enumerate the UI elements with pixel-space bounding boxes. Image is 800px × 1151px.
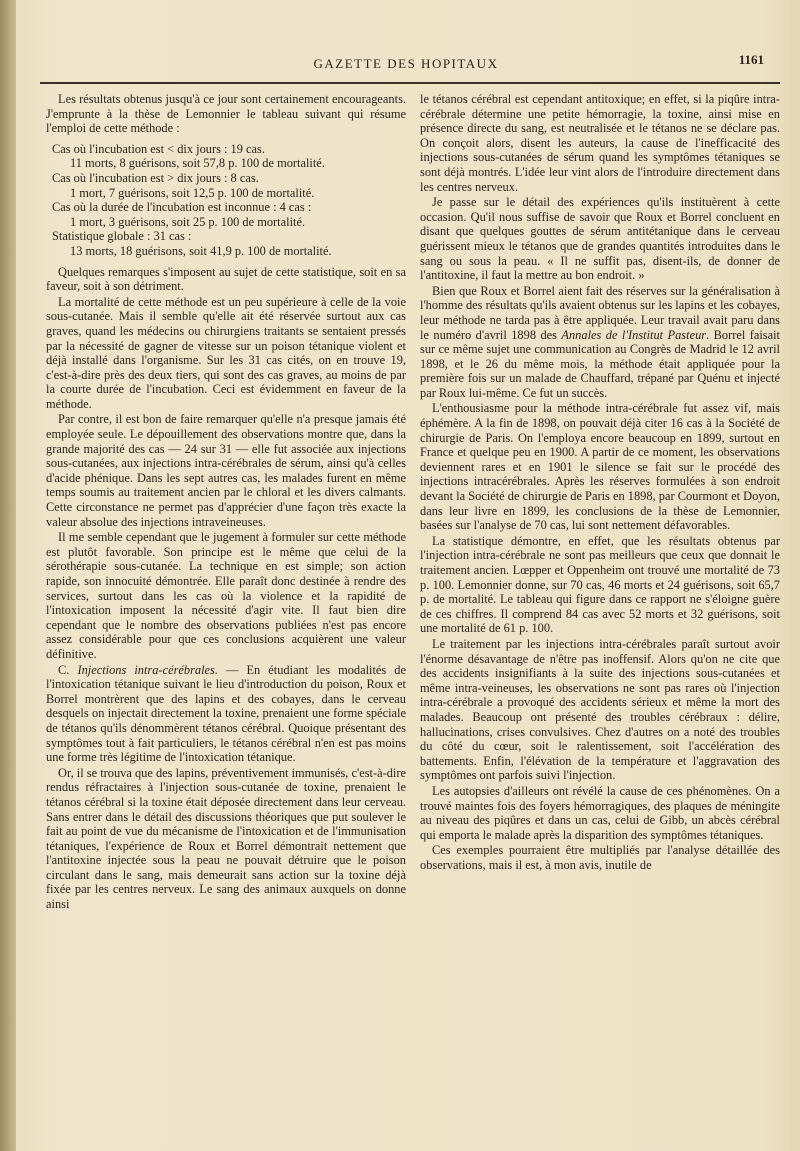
stat-case: Statistique globale : 31 cas : [52,229,192,244]
text-columns [46,92,780,1142]
page-number: 1161 [738,52,764,67]
left-column [46,92,406,1142]
journal-citation: Annales de l'Institut Pasteur [561,327,707,342]
section-text: — En étudiant les modalités de l'intoxication tétanique suivant le lieu d'introduction du poison, Roux et Borrel montrèrent que des lapins et des cobayes, dans le cerveau desquels on injectait directement la toxine, prenaient une forme spéciale de tétanos qu'ils dénommèrent tétanos cérébral. Quoique présentant des symptômes tout à fait particuliers, le tétanos cérébral n'en est pas moins une forme très légitime de l'intoxication tétanique. [46,662,406,765]
page-binding-shadow [0,0,16,1151]
paragraph [420,284,780,401]
paragraph: Par contre, il est bon de faire remarquer qu'elle n'a presque jamais été employée seule. Le dépouillement des observations montre que, dans la grande majorité des cas — 24 sur 31 — elle fut associée aux injections sous-cutanées, aux injections intra-cérébrales de sérum, ainsi qu'à celles d'acide phénique. Dans les sept autres cas, les malades furent en même temps soumis au traitement ancien par le chloral et les divers calmants. Cette circonstance ne permet pas d'apprécier d'une façon très exacte la valeur absolue des injections intraveineuses. [46,412,406,529]
section-title: Injections intra-cérébrales. [77,662,218,677]
paragraph: Le traitement par les injections intra-cérébrales paraît surtout avoir l'énorme désavantage de n'être pas inoffensif. Alors qu'on ne cite que des accidents insignifiants à la suite des injections sous-cutanées et même intra-veineuses, les observations ne sont pas rares où l'injection intra-cérébrale a provoqué des accidents sérieux et même la mort des malades. Beaucoup ont présenté des troubles cérébraux : délire, hallucinations, crises convulsives. Chez d'autres on a noté des troubles du côté du cœur, soit le ralentissement, soit l'accélération des battements. Enfin, l'élévation de la température et l'aggravation des symptômes ont parfois suivi l'injection. [420,636,780,783]
paragraph: L'enthousiasme pour la méthode intra-cérébrale fut assez vif, mais éphémère. A la fin de 1898, on pouvait déjà citer 16 cas à la Société de chirurgie de Paris. On l'employa encore beaucoup en 1899, surtout en France et quelque peu en 1900. A partir de ce moment, les observations deviennent rares et en 1901 le silence se fait sur le procédé des injections intracérébrales. Après les réserves formulées à son endroit devant la Société de chirurgie de Paris en 1898, par Courmont et Doyon, dans leur livre en 1899, les conclusions de la thèse de Lemonnier, basées sur l'analyse de 70 cas, lui sont nettement défavorables. [420,401,780,533]
journal-title: GAZETTE DES HOPITAUX [313,56,499,71]
paragraph: Or, il se trouva que des lapins, préventivement immunisés, c'est-à-dire rendus réfractaires à l'injection sous-cutanée de toxine, prenaient le tétanos cérébral si la toxine était déposée directement dans leur cerveau. Sans entrer dans le détail des discussions théoriques que put soulever le fait au point de vue du mécanisme de l'intoxication et de l'immunisation tétaniques, l'expérience de Roux et Borrel démontrait nettement que l'antitoxine injectée sous la peau ne pouvait détruire que le poison circulant dans le sang, mais demeurait sans action sur la toxine déjà fixée par les centres nerveux. Le sang des animaux auxquels on donne ainsi [46,765,406,912]
stat-result: 13 morts, 18 guérisons, soit 41,9 p. 100 de mortalité. [70,243,332,258]
paragraph: le tétanos cérébral est cependant antitoxique; en effet, si la piqûre intra-cérébrale détermine une petite hémorragie, la toxine, ainsi mise en présence directe du sang, est neutralisée et le tétanos ne se déclare pas. On conçoit alors, disent les auteurs, la cause de l'inefficacité des injections sous-cutanées de sérum quand les symptômes tétaniques se sont déjà montrés. L'idée leur vint alors de l'introduire directement dans les centres nerveux. [420,92,780,194]
paragraph: Il me semble cependant que le jugement à formuler sur cette méthode est plutôt favorable. Son principe est le même que celui de la sérothérapie sous-cutanée. La technique en est simple; son action rapide, son innocuité démontrée. Elle paraît donc destinée à rendre des services, surtout dans les cas où la violence et la rapidité de l'intoxication imposent la nécessité d'agir vite. Il faut bien dire cependant que le nombre des observations publiées n'est pas encore assez considérable pour que ces conclusions acquièrent une valeur définitive. [46,530,406,661]
paragraph: Les autopsies d'ailleurs ont révélé la cause de ces phénomènes. On a trouvé maintes fois des foyers hémorragiques, des plaques de méningite au niveau des piqûres et dans un cas, celui de Gibb, un abcès cérébral qui emporta le malade après la disparition des symptômes tétaniques. [420,783,780,842]
paragraph: La mortalité de cette méthode est un peu supérieure à celle de la voie sous-cutanée. Mais il semble qu'elle ait été réservée surtout aux cas graves, quand les médecins ou chirurgiens traitants se sentaient pressés par la nécessité de gagner de vitesse sur un poison tétanique violent et déjà installé dans l'organisme. Sur les 31 cas cités, on en trouve 19, c'est-à-dire près des deux tiers, qui sont des cas graves, au moins de par la courte durée de l'incubation. Ceci est évidemment en faveur de la méthode. [46,294,406,411]
stat-result: 1 mort, 3 guérisons, soit 25 p. 100 de mortalité. [70,214,306,229]
paragraph: La statistique démontre, en effet, que les résultats obtenus par l'injection intra-cérébrale ne sont pas meilleurs que ceux que donnait le traitement ancien. Lœpper et Oppenheim ont trouvé une mortalité de 73 p. 100. Lemonnier donne, sur 70 cas, 46 morts et 24 guérisons, soit 65,7 p. de mortalité. Le tableau qui figure dans ce rapport ne s'éloigne guère de ces chiffres. Il comprend 84 cas avec 52 morts et 32 guérisons, soit une mortalité de 61 p. 100. [420,533,780,636]
stat-result: 11 morts, 8 guérisons, soit 57,8 p. 100 de mortalité. [70,156,325,171]
header-rule [40,82,780,84]
paragraph: Quelques remarques s'imposent au sujet de cette statistique, soit en sa faveur, soit à son détriment. [46,264,406,294]
stat-result: 1 mort, 7 guérisons, soit 12,5 p. 100 de mortalité. [70,185,315,200]
right-column [420,92,780,1142]
paragraph: Ces exemples pourraient être multipliés par l'analyse détaillée des observations, mais il est, à mon avis, inutile de [420,843,780,872]
section-label: C. [58,662,70,677]
stat-case: Cas où l'incubation est > dix jours : 8 cas. [52,170,259,185]
statistics-table [46,142,406,259]
section-paragraph [46,663,406,765]
page-header [40,50,772,74]
paragraph-text: Bien que Roux et Borrel aient fait des réserves sur la généralisation à l'homme des résultats qu'ils avaient obtenus sur les lapins et les cobayes, leur méthode ne tarda pas à être appliquée. Leur travail avait paru dans le numéro d'avril 1898 des [420,283,780,342]
stat-case: Cas où la durée de l'incubation est inconnue : 4 cas : [52,200,312,215]
paragraph: Je passe sur le détail des expériences qu'ils instituèrent à cette occasion. Qu'il nous suffise de savoir que Roux et Borrel concluent en disant que quelques gouttes de sérum antitétanique dans le cerveau guérissent mieux le tétanos que de grandes quantités introduites dans le sang ou sous la peau. « Il ne suffit pas, disent-ils, de donner de l'antitoxine, il faut la mettre au bon endroit. » [420,195,780,283]
stat-case: Cas où l'incubation est < dix jours : 19 cas. [52,141,265,156]
intro-paragraph: Les résultats obtenus jusqu'à ce jour sont certainement encourageants. J'emprunte à la thèse de Lemonnier le tableau suivant qui résume l'emploi de cette méthode : [46,92,406,136]
paragraph-text: . Borrel faisait sur ce même sujet une communication au Congrès de Madrid le 12 avril 1898, et le 26 du même mois, la méthode était appliquée pour la première fois sur un malade de Chauffard, trépané par Quénu et injecté par Roux lui-même. Ce fut un succès. [420,327,780,400]
